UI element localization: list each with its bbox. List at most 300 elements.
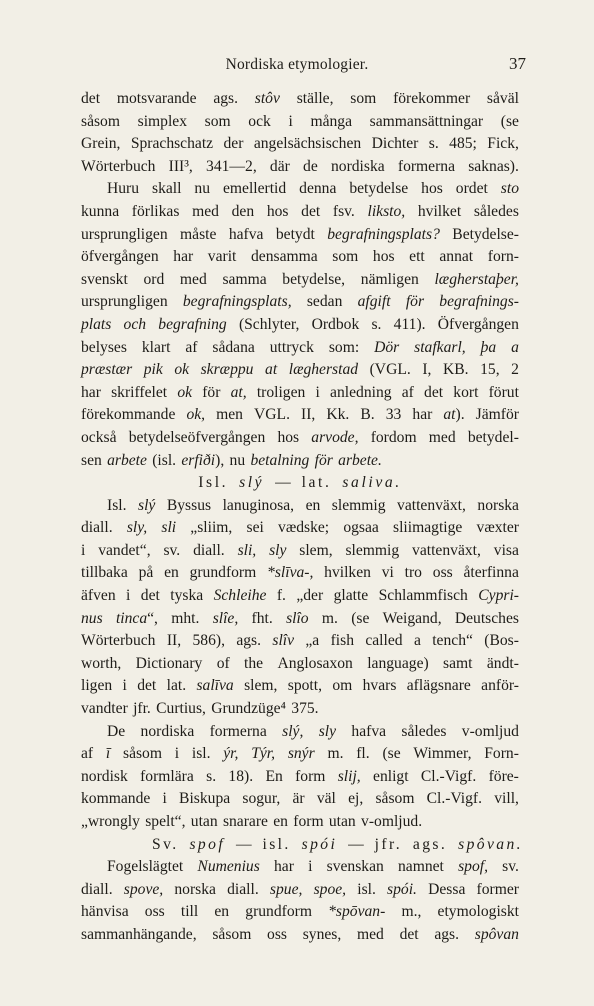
word: Weigand,	[382, 609, 442, 627]
word: en	[164, 564, 179, 582]
word: vi	[381, 564, 394, 582]
body-text	[81, 88, 523, 947]
word: forn-	[487, 248, 519, 266]
word: nus	[81, 609, 103, 627]
word: i	[126, 587, 131, 605]
word: *spōvan-	[328, 903, 386, 921]
word: spof,	[458, 858, 488, 876]
word: 2	[511, 361, 519, 379]
word: sly	[269, 541, 287, 559]
word: spói	[301, 835, 338, 853]
word: samt	[443, 654, 473, 672]
word: har	[81, 383, 101, 401]
word: s.	[206, 767, 217, 785]
word: nordisk	[81, 767, 128, 785]
word: arvode,	[311, 428, 359, 446]
word: slem,	[244, 677, 278, 695]
word: m.	[321, 609, 338, 627]
word: hvilket	[417, 202, 462, 220]
word: med	[428, 428, 456, 446]
word: language)	[367, 654, 429, 672]
word: en	[214, 903, 230, 921]
word: tillbaka	[81, 564, 128, 582]
text-line	[81, 111, 519, 134]
word: Cl.-Vigf.	[420, 767, 477, 785]
word: utan	[190, 813, 218, 830]
word: med	[179, 270, 207, 288]
word: Schleihe	[213, 587, 267, 605]
word: sli,	[237, 541, 257, 559]
word: glatte	[333, 587, 369, 605]
word: såsom	[81, 112, 120, 130]
word: spove,	[123, 880, 164, 898]
word: före-	[488, 767, 519, 785]
word: sli	[161, 519, 177, 537]
word: hos	[372, 248, 395, 266]
word: sådana	[212, 338, 255, 356]
text-line	[81, 291, 519, 314]
word: ok	[174, 361, 190, 379]
word: ī	[105, 745, 111, 763]
word: i	[81, 541, 86, 559]
word: grundform	[189, 564, 257, 582]
word: Byssus	[166, 496, 212, 514]
word: diall.	[227, 880, 259, 898]
word: förut	[488, 383, 519, 401]
word: slý,	[282, 722, 304, 740]
word: fl.	[356, 745, 370, 763]
word: at	[265, 361, 278, 379]
word: form	[293, 813, 324, 830]
word: aflägsnare	[406, 677, 471, 695]
word: såsom	[123, 745, 162, 763]
word: ags.	[213, 90, 238, 107]
text-line	[81, 653, 519, 676]
word: ord	[143, 270, 165, 288]
word: hos	[277, 428, 300, 446]
word: det	[137, 677, 157, 695]
word: vattenväxt,	[397, 496, 466, 514]
word: worth,	[81, 654, 122, 672]
word: „sliim,	[190, 519, 233, 537]
word: betydelse	[349, 180, 409, 198]
word: m.	[327, 745, 344, 763]
word: Öfvergången	[437, 315, 519, 333]
word: tinca“,	[115, 609, 158, 627]
word: som	[350, 90, 377, 107]
word: till	[180, 903, 199, 921]
word: ändt-	[486, 654, 519, 672]
word: s.	[371, 315, 382, 333]
word: nämligen	[360, 270, 419, 288]
word: många	[310, 112, 353, 130]
word: III³,	[168, 157, 193, 175]
word: belyses	[81, 338, 127, 356]
word: jfr.	[133, 700, 151, 718]
word: Fogelslägtet	[107, 858, 184, 876]
word: 33	[385, 406, 402, 424]
word: varit	[207, 248, 237, 266]
word: skriffelet	[111, 383, 168, 401]
word: i	[122, 677, 127, 695]
word: begrafningsplats,	[182, 293, 292, 311]
text-line	[81, 766, 519, 789]
word: tro	[404, 564, 422, 582]
word: a	[511, 338, 519, 356]
word: Cypri-	[478, 587, 519, 605]
word: betalning	[250, 451, 310, 469]
word: för	[405, 293, 425, 311]
word: slem,	[299, 541, 333, 559]
text-line	[81, 404, 519, 427]
word: öfvergången	[81, 248, 159, 266]
word: väl	[316, 790, 336, 808]
word: visa	[493, 541, 519, 559]
word: KB.	[442, 361, 469, 379]
word: VGL.	[254, 406, 290, 424]
word: norska	[477, 496, 519, 514]
text-line	[81, 517, 519, 540]
word: kunna	[81, 202, 120, 220]
word: kort	[453, 383, 479, 401]
word: ags.	[412, 835, 448, 853]
word: med	[192, 202, 219, 220]
word: vandet“,	[98, 541, 151, 559]
word: Huru	[107, 180, 140, 198]
word: i	[308, 858, 313, 876]
word: Grundzüge⁴	[211, 700, 286, 718]
word: tench“	[432, 632, 473, 650]
text-line	[81, 630, 519, 653]
word: Anglosaxon	[277, 654, 353, 672]
word: of	[216, 654, 230, 672]
word: II,	[301, 406, 316, 424]
word: för	[202, 383, 221, 401]
word: nordiska	[140, 722, 195, 740]
word: plats	[81, 315, 112, 333]
word: formerna	[209, 722, 267, 740]
word: nu	[194, 180, 211, 198]
word: en	[305, 496, 321, 514]
word: denna	[299, 180, 337, 198]
word: ligen	[81, 677, 113, 695]
word: mht.	[171, 609, 200, 627]
text-line	[81, 721, 519, 744]
text-line	[81, 562, 519, 585]
word: spott,	[287, 677, 322, 695]
word: skræppu	[200, 361, 254, 379]
text-line	[81, 834, 523, 857]
word: återfinna	[463, 564, 519, 582]
word: spue,	[269, 880, 303, 898]
word: vattenväxt,	[412, 541, 481, 559]
word: sen	[81, 451, 102, 469]
word: ags.	[236, 632, 262, 650]
word: a	[413, 632, 421, 650]
word: Dichter	[371, 135, 419, 153]
word: en	[273, 813, 288, 830]
word: ýr,	[223, 745, 239, 763]
word: begrafning	[158, 315, 227, 333]
word: har	[412, 406, 433, 424]
word: betydt	[275, 225, 315, 243]
word: Wörterbuch	[81, 157, 156, 175]
word: af	[81, 745, 94, 763]
word: hafva	[228, 225, 264, 243]
word: II,	[166, 632, 182, 650]
word: i	[174, 745, 180, 763]
word: simplex	[137, 112, 188, 130]
word: 375.	[291, 700, 319, 718]
word: Curtius,	[156, 700, 206, 718]
word: (se	[351, 609, 370, 627]
word: med	[356, 925, 384, 943]
word: slemmig	[345, 541, 400, 559]
word: begrafningsplats?	[327, 225, 440, 243]
word: (Schlyter,	[238, 315, 300, 333]
text-line	[81, 788, 519, 811]
word: En	[265, 767, 283, 785]
word: sammanhängande,	[81, 925, 197, 943]
word: called	[365, 632, 403, 650]
text-line	[81, 743, 519, 766]
text-line	[81, 269, 519, 292]
word: Grein,	[81, 135, 121, 153]
word: lat.	[301, 474, 332, 492]
word: sly,	[126, 519, 148, 537]
text-line	[81, 901, 519, 924]
word: svenskt	[81, 270, 128, 288]
word: samma	[222, 270, 267, 288]
word: spôvan	[474, 925, 519, 943]
word: oss	[267, 925, 287, 943]
word: fish	[330, 632, 354, 650]
word: salīva	[196, 677, 234, 695]
word: för	[314, 451, 333, 469]
word: (Bos-	[484, 632, 519, 650]
word: lægherstad	[288, 361, 359, 379]
word: uttryck	[269, 338, 314, 356]
word: snýr	[287, 745, 315, 763]
word: angelsächsischen	[253, 135, 362, 153]
word: v-omljud	[461, 722, 519, 740]
word: vill,	[494, 790, 519, 808]
word: lat.	[166, 677, 187, 695]
word: på	[138, 564, 154, 582]
word: namnet	[397, 858, 444, 876]
text-line	[81, 856, 519, 879]
word: således	[473, 202, 519, 220]
word: har	[173, 248, 194, 266]
word: också	[81, 428, 117, 446]
word: såsom	[375, 790, 415, 808]
word: förekommer	[393, 90, 471, 107]
word: synes,	[302, 925, 342, 943]
word: som:	[328, 338, 360, 356]
word: saliva.	[342, 474, 402, 492]
word: hvars	[362, 677, 397, 695]
word: måste	[180, 225, 217, 243]
word: liksto,	[367, 202, 406, 220]
word: betydel-	[467, 428, 519, 446]
word: snarare	[222, 813, 268, 830]
word: det	[81, 90, 101, 107]
word: s.	[428, 135, 439, 153]
word: saknas).	[468, 157, 519, 175]
word: (isl.	[152, 451, 177, 469]
word: slý	[239, 474, 265, 492]
word: the	[244, 654, 264, 672]
word: former	[476, 880, 519, 898]
word: lanuginosa,	[222, 496, 295, 514]
word: är	[292, 790, 305, 808]
word: betydelse,	[282, 270, 346, 288]
word: motsvarande	[116, 90, 197, 107]
word: pik	[143, 361, 163, 379]
word: enligt	[373, 767, 409, 785]
word: Kk.	[326, 406, 350, 424]
word: fordom	[370, 428, 417, 446]
word: af	[401, 383, 414, 401]
word: —	[235, 835, 252, 853]
word: vædske;	[278, 519, 330, 537]
word: 341—2,	[206, 157, 257, 175]
text-line	[81, 608, 519, 631]
word: slîe,	[212, 609, 239, 627]
word: hvilken	[324, 564, 371, 582]
word: och	[123, 315, 147, 333]
word: Jämför	[475, 406, 519, 424]
word: nu	[229, 451, 246, 469]
word: diall.	[81, 519, 113, 537]
word: Schlammfisch	[378, 587, 468, 605]
word: som	[204, 112, 231, 130]
word: v-omljud.	[361, 813, 423, 830]
word: densamma	[250, 248, 318, 266]
word: slîo	[286, 609, 309, 627]
text-line	[81, 472, 519, 495]
word: ordet	[455, 180, 488, 198]
word: sogur,	[242, 790, 281, 808]
word: slý	[138, 496, 156, 514]
word: Ordbok	[311, 315, 360, 333]
word: ok	[177, 383, 193, 401]
word: vandter	[81, 700, 128, 718]
word: 485;	[449, 135, 477, 153]
word: annat	[439, 248, 474, 266]
page-number: 37	[509, 54, 526, 73]
word: Wimmer,	[413, 745, 472, 763]
word: sedan	[306, 293, 343, 311]
word: „der	[296, 587, 324, 605]
word: Betydelse-	[452, 225, 519, 243]
word: De	[107, 722, 126, 740]
word: de	[303, 157, 318, 175]
word: ags.	[434, 925, 460, 943]
word: det	[140, 587, 160, 605]
word: der	[223, 135, 244, 153]
word: spelt“,	[145, 813, 186, 830]
word: i	[315, 383, 320, 401]
word: Wörterbuch	[81, 632, 156, 650]
text-line	[81, 88, 519, 111]
word: sei	[246, 519, 264, 537]
word: (se	[382, 745, 401, 763]
word: sammansättningar	[369, 112, 484, 130]
word: skall	[152, 180, 182, 198]
word: fsv.	[332, 202, 355, 220]
word: formerna	[397, 157, 456, 175]
word: tyska	[170, 587, 204, 605]
word: stôv	[254, 90, 280, 107]
word: B.	[360, 406, 375, 424]
text-line	[81, 382, 519, 405]
word: Sv.	[152, 835, 179, 853]
running-head	[0, 56, 594, 76]
word: lægherstaþer,	[434, 270, 519, 288]
word: anledning	[330, 383, 392, 401]
word: hafva	[351, 722, 387, 740]
word: sliimagtige	[393, 519, 463, 537]
text-line	[81, 540, 519, 563]
word: ej,	[348, 790, 364, 808]
text-line	[81, 201, 519, 224]
text-line	[81, 359, 519, 382]
word: f.	[276, 587, 286, 605]
text-line	[81, 224, 519, 247]
word: spói.	[387, 880, 417, 898]
word: i	[288, 112, 293, 130]
word: isl.	[262, 835, 291, 853]
word: sly	[318, 722, 337, 740]
word: hos	[421, 180, 443, 198]
word: 586),	[192, 632, 225, 650]
word: grundform	[245, 903, 312, 921]
text-line	[81, 133, 519, 156]
text-line	[81, 495, 519, 518]
word: ställe,	[296, 90, 334, 107]
word: norska	[174, 880, 216, 898]
word: nordiska	[330, 157, 385, 175]
word: etymologiskt	[437, 903, 519, 921]
word: slîv	[272, 632, 295, 650]
word: væxter	[476, 519, 519, 537]
word: som	[332, 248, 359, 266]
text-line	[81, 585, 519, 608]
word: spôvan.	[458, 835, 523, 853]
word: det	[424, 383, 444, 401]
word: begrafnings-	[439, 293, 519, 311]
word: spoe,	[313, 880, 347, 898]
word: slij,	[337, 767, 361, 785]
text-line	[81, 811, 519, 834]
word: ogsaa	[343, 519, 379, 537]
word: Dessa	[428, 880, 466, 898]
word: isl.	[191, 745, 211, 763]
word: form	[295, 767, 326, 785]
running-title: Nordiska etymologier.	[225, 56, 369, 73]
word: diall.	[193, 541, 225, 559]
word: Dör	[374, 338, 400, 356]
word: Forn-	[484, 745, 519, 763]
text-line	[81, 924, 519, 947]
word: den	[231, 202, 255, 220]
word: Dictionary	[135, 654, 203, 672]
word: oss	[432, 564, 453, 582]
word: (se	[500, 112, 519, 130]
word: —	[275, 474, 291, 492]
word: där	[269, 157, 290, 175]
